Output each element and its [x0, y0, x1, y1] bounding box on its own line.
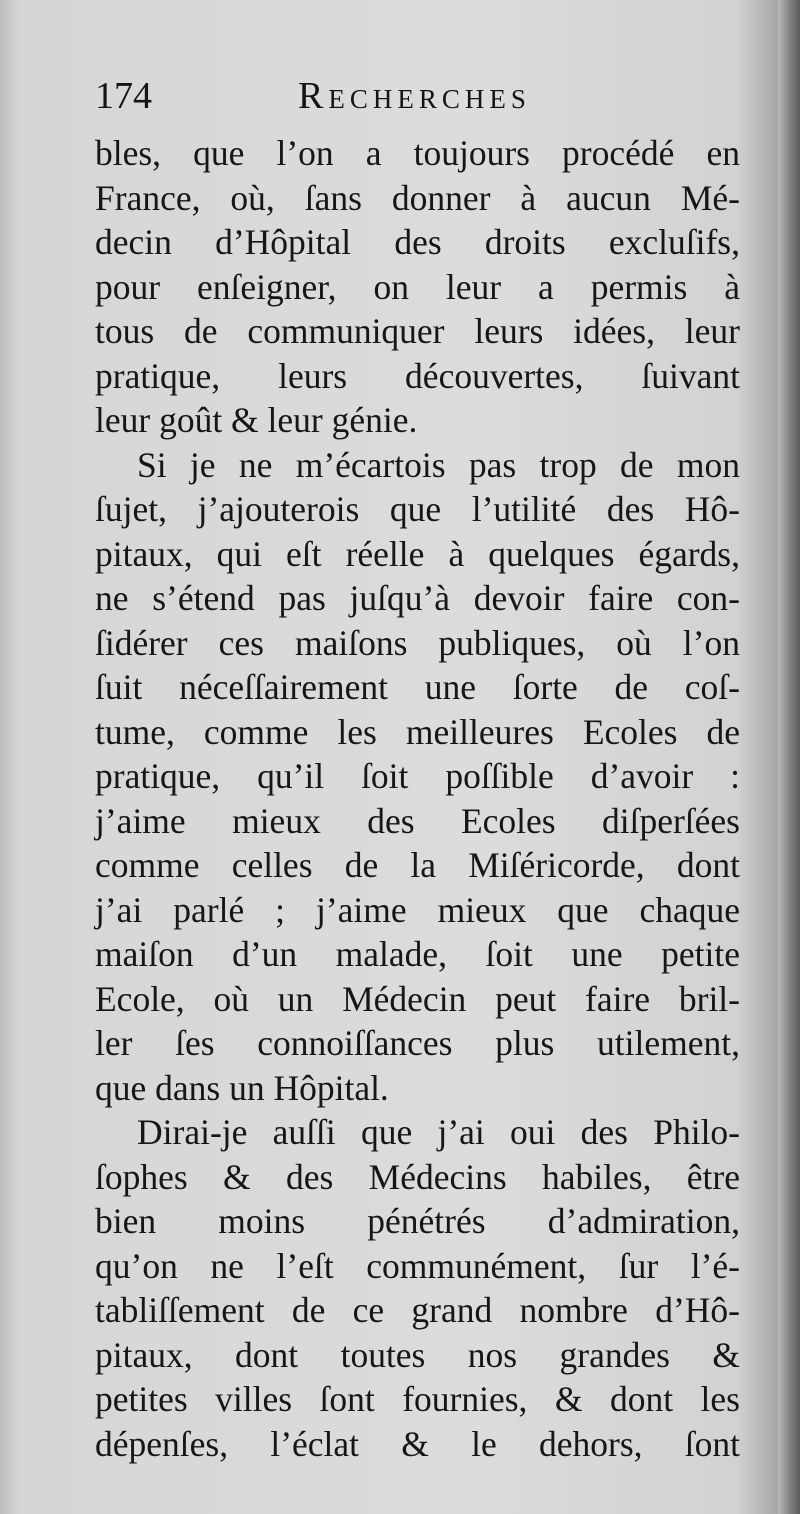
text-line: pratique, leurs découvertes, ſuivant — [95, 355, 740, 396]
text-line: ler ſes connoiſſances plus utilement, — [95, 1023, 740, 1063]
text-line: que dans un Hôpital. — [95, 1067, 389, 1108]
text-line: dépenſes, l’éclat & le dehors, ſont — [95, 1423, 740, 1464]
text-line: Ecole, où un Médecin peut faire bril- — [95, 978, 740, 1019]
text-line: tume, comme les meilleures Ecoles de — [95, 711, 740, 752]
text-line: bien moins pénétrés d’admiration, — [95, 1201, 740, 1241]
text-line: tous de communiquer leurs idées, leur — [95, 311, 740, 351]
page-edge-shadow — [778, 0, 800, 1514]
text-line: pitaux, dont toutes nos grandes & — [95, 1334, 740, 1375]
text-line: ſidérer ces maiſons publiques, où l’on — [95, 622, 740, 663]
text-line: qu’on ne l’eſt communément, ſur l’é- — [95, 1245, 740, 1286]
text-line: pratique, qu’il ſoit poſſible d’avoir : — [95, 756, 740, 796]
page-number: 174 — [95, 75, 152, 117]
page-header — [95, 74, 745, 122]
text-line: ne s’étend pas juſqu’à devoir faire con- — [95, 578, 740, 618]
text-line: ſujet, j’ajouterois que l’utilité des Hô- — [95, 489, 740, 529]
text-line: France, où, ſans donner à aucun Mé- — [95, 177, 740, 218]
text-line: leur goût & leur génie. — [95, 400, 418, 440]
text-line: comme celles de la Miſéricorde, dont — [95, 845, 740, 885]
text-line: Dirai-je auſſi que j’ai oui des Philo- — [137, 1112, 740, 1152]
body-text — [95, 131, 740, 1466]
text-line: pitaux, qui eſt réelle à quelques égards, — [95, 533, 740, 574]
text-line: decin d’Hôpital des droits excluſifs, — [95, 222, 740, 262]
running-head: Recherches — [298, 75, 531, 117]
text-line: j’aime mieux des Ecoles diſperſées — [95, 800, 740, 841]
text-line: ſophes & des Médecins habiles, être — [95, 1156, 740, 1197]
text-line: j’ai parlé ; j’aime mieux que chaque — [95, 889, 740, 930]
text-line: bles, que l’on a toujours procédé en — [95, 133, 740, 173]
text-line: Si je ne m’écartois pas trop de mon — [137, 444, 740, 485]
text-line: tabliſſement de ce grand nombre d’Hô- — [95, 1290, 740, 1330]
text-line: pour enſeigner, on leur a permis à — [95, 266, 740, 307]
text-line: maiſon d’un malade, ſoit une petite — [95, 934, 740, 974]
text-line: ſuit néceſſairement une ſorte de coſ- — [95, 667, 740, 707]
text-line: petites villes ſont fournies, & dont les — [95, 1379, 740, 1419]
